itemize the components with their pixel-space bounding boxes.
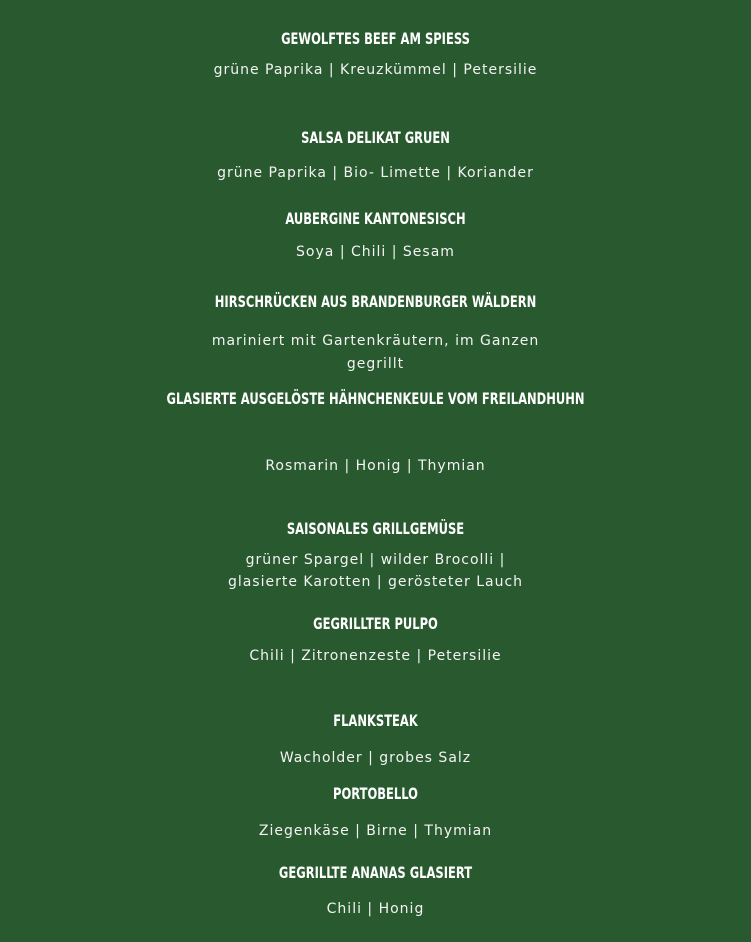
dish-description-line: gegrillt (346, 356, 405, 372)
dish-description: Chili | Zitronenzeste | Petersilie (249, 648, 502, 664)
dish-title: PORTOBELLO (333, 784, 418, 803)
dish-title: GLASIERTE AUSGELÖSTE HÄHNCHENKEULE VOM FREILANDHUHN (166, 389, 585, 408)
dish-title: SALSA DELIKAT GRUEN (301, 128, 450, 147)
dish-description-line: grüner Spargel | wilder Brocolli | (245, 552, 506, 568)
dish-description: Chili | Honig (326, 901, 425, 917)
dish-title: GEWOLFTES BEEF AM SPIESS (281, 29, 470, 48)
dish-description: grüne Paprika | Kreuzkümmel | Petersilie (213, 62, 538, 78)
dish-description-line: glasierte Karotten | gerösteter Lauch (227, 574, 524, 590)
dish-title: GEGRILLTE ANANAS GLASIERT (278, 863, 473, 882)
dish-title: SAISONALES GRILLGEMÜSE (286, 519, 465, 538)
dish-description: Soya | Chili | Sesam (296, 244, 455, 260)
dish-description: Wacholder | grobes Salz (279, 750, 472, 766)
dish-title: FLANKSTEAK (333, 711, 418, 730)
dish-description: grüne Paprika | Bio- Limette | Koriander (217, 165, 534, 181)
dish-title: GEGRILLTER PULPO (313, 614, 438, 633)
dish-title: AUBERGINE KANTONESISCH (285, 209, 466, 228)
dish-description: Rosmarin | Honig | Thymian (265, 458, 486, 474)
dish-title: HIRSCHRÜCKEN AUS BRANDENBURGER WÄLDERN (214, 292, 537, 311)
dish-description-line: mariniert mit Gartenkräutern, im Ganzen (211, 333, 540, 349)
dish-description: Ziegenkäse | Birne | Thymian (258, 823, 493, 839)
